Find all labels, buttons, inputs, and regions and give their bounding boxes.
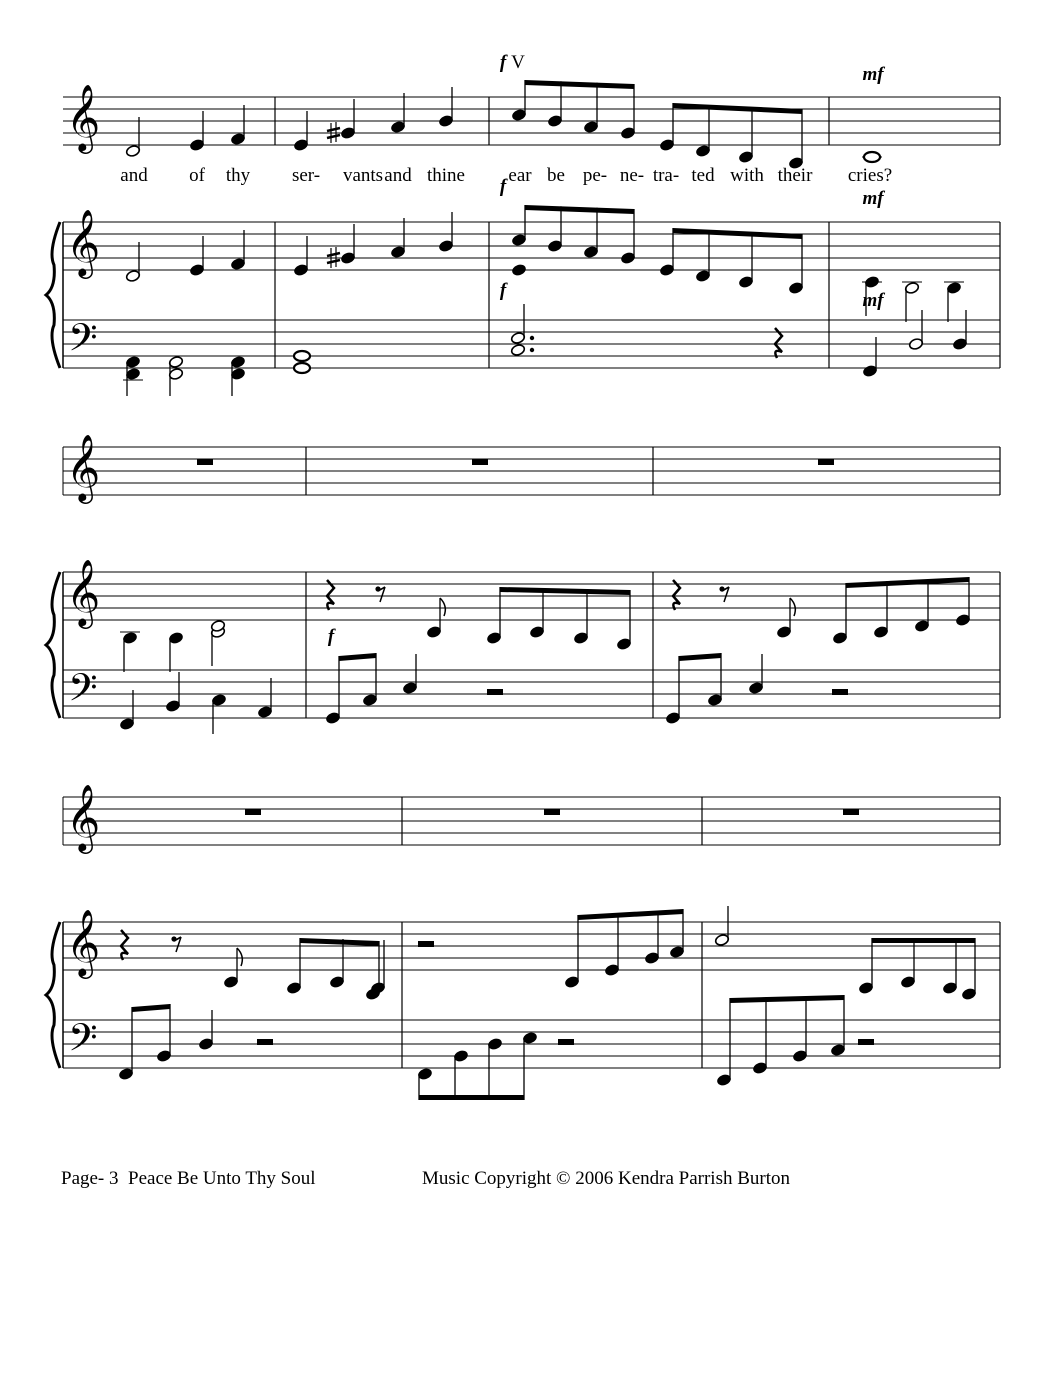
beam — [679, 653, 721, 661]
whole-rest — [843, 809, 859, 815]
beam — [419, 1095, 524, 1100]
lyric-syllable: cries? — [847, 165, 893, 186]
up-bow-mark: V — [511, 52, 525, 73]
half-rest — [418, 941, 434, 947]
beam — [132, 1004, 170, 1012]
whole-rest — [472, 459, 488, 465]
treble-clef-icon: 𝄞 — [66, 208, 101, 276]
lyric-syllable: ne- — [619, 165, 645, 186]
dynamic-mezzo-forte: mf — [862, 188, 884, 209]
beam — [500, 587, 630, 595]
beam — [673, 103, 802, 114]
treble-clef-icon: 𝄞 — [66, 433, 101, 501]
beam — [846, 577, 969, 588]
whole-rest — [818, 459, 834, 465]
beam — [525, 80, 634, 89]
lyric-syllable: and — [384, 165, 412, 186]
lyric-syllable: thy — [225, 165, 251, 186]
brace — [46, 922, 60, 1068]
sharp-sign — [327, 253, 340, 256]
beam — [300, 938, 379, 946]
lyric-syllable: be — [547, 165, 565, 186]
lyric-syllable: their — [777, 165, 813, 186]
sharp-sign — [327, 128, 340, 131]
bass-clef-icon: 𝄢 — [68, 1015, 98, 1069]
beam — [339, 653, 376, 661]
lyric-syllable: ted — [691, 165, 715, 186]
lyric-syllable: tra- — [652, 165, 680, 186]
whole-note — [294, 351, 310, 361]
brace — [46, 572, 60, 718]
bass-clef-icon: 𝄢 — [68, 665, 98, 719]
dynamic-forte: f — [499, 176, 507, 197]
treble-clef-icon: 𝄞 — [66, 83, 101, 151]
dynamic-mezzo-forte: mf — [862, 290, 884, 311]
flag — [790, 598, 795, 616]
dynamic-forte: f — [499, 280, 507, 301]
dynamic-forte: f — [499, 52, 507, 73]
whole-rest — [197, 459, 213, 465]
whole-rest — [245, 809, 261, 815]
half-rest — [832, 689, 848, 695]
beam — [872, 938, 975, 943]
dot — [530, 348, 534, 352]
half-rest — [487, 689, 503, 695]
chord-note — [511, 263, 526, 276]
lyric-syllable: pe- — [582, 165, 608, 186]
lyric-syllable: and — [120, 165, 148, 186]
brace — [46, 222, 60, 368]
lyric-syllable: thine — [427, 165, 465, 186]
lyric-syllable: of — [189, 165, 205, 186]
beam — [730, 995, 844, 1003]
treble-clef-icon: 𝄞 — [66, 558, 101, 626]
sharp-sign — [327, 135, 340, 138]
lyric-syllable: ser- — [291, 165, 321, 186]
flag — [237, 948, 242, 966]
lyric-syllable: with — [730, 165, 764, 186]
treble-clef-icon: 𝄞 — [66, 908, 101, 976]
bass-clef-icon: 𝄢 — [68, 315, 98, 369]
half-rest — [858, 1039, 874, 1045]
lyric-syllable: vants — [342, 165, 384, 186]
whole-note — [294, 363, 310, 373]
half-rest — [257, 1039, 273, 1045]
dynamic-forte: f — [327, 626, 335, 647]
sharp-sign — [327, 260, 340, 263]
copyright-footer: Music Copyright © 2006 Kendra Parrish Burton — [422, 1168, 791, 1189]
lyric-syllable: ear — [508, 165, 532, 186]
chord-note — [510, 343, 525, 356]
page-title-footer: Page- 3 Peace Be Unto Thy Soul — [61, 1168, 316, 1189]
half-rest — [558, 1039, 574, 1045]
flag — [440, 598, 445, 616]
beam — [673, 228, 802, 239]
whole-rest — [544, 809, 560, 815]
dot — [530, 336, 534, 340]
whole-note — [864, 152, 880, 162]
dynamic-mezzo-forte: mf — [862, 64, 884, 85]
treble-clef-icon: 𝄞 — [66, 783, 101, 851]
beam — [578, 909, 683, 920]
beam — [525, 205, 634, 214]
